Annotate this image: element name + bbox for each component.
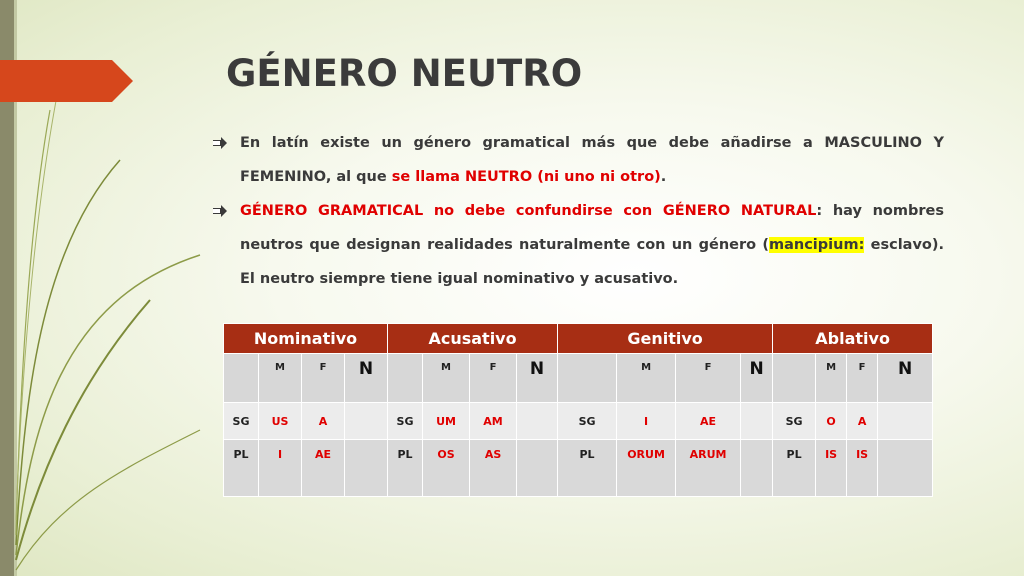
gender-m: M	[275, 362, 285, 373]
bullet-item-2	[212, 194, 944, 296]
acc-sg-f: AM	[470, 403, 517, 440]
acc-pl-f: AS	[470, 440, 517, 497]
gender-m: M	[441, 362, 451, 373]
table-cell	[773, 354, 816, 403]
row-label-sg: SG	[558, 403, 617, 440]
title-arrow-tab	[0, 60, 133, 102]
table-cell	[345, 354, 388, 403]
gender-f: F	[319, 362, 327, 373]
nom-pl-m: I	[259, 440, 302, 497]
arrow-bullet-icon	[212, 205, 228, 217]
gender-n: N	[529, 359, 545, 379]
table-cell	[423, 354, 470, 403]
table-cell	[302, 354, 345, 403]
declension-table	[223, 323, 933, 497]
bullet-list	[212, 126, 944, 296]
table-header-row	[224, 324, 933, 354]
bullet1-text-a: En latín existe un género gramatical más que debe añadirse a MASCULINO Y FEMENINO, al que	[240, 135, 944, 185]
gender-m: M	[826, 362, 837, 373]
acc-pl-n	[517, 440, 558, 497]
arrow-bullet-icon	[212, 137, 228, 149]
table-cell	[517, 354, 558, 403]
bullet2-text-red: GÉNERO GRAMATICAL no debe confundirse con GÉNERO NATURAL	[240, 203, 817, 219]
plural-row	[224, 440, 933, 497]
row-label-pl: PL	[388, 440, 423, 497]
abl-sg-m: O	[816, 403, 847, 440]
nom-pl-n	[345, 440, 388, 497]
bullet-text-2	[240, 194, 944, 296]
row-label-sg: SG	[388, 403, 423, 440]
singular-row	[224, 403, 933, 440]
gender-n: N	[358, 359, 374, 379]
table-cell	[847, 354, 878, 403]
table-cell	[470, 354, 517, 403]
table-cell	[676, 354, 741, 403]
gen-pl-n	[741, 440, 773, 497]
acc-pl-m: OS	[423, 440, 470, 497]
bullet1-text-red: se llama NEUTRO (ni uno ni otro)	[391, 169, 661, 185]
bullet1-text-b: .	[660, 169, 667, 185]
acc-sg-m: UM	[423, 403, 470, 440]
gender-f: F	[489, 362, 497, 373]
bullet2-text-b: esclavo). El neutro siempre tiene igual nominativo y acusativo.	[240, 237, 944, 287]
row-label-pl: PL	[224, 440, 259, 497]
row-label-sg: SG	[773, 403, 816, 440]
nom-sg-n	[345, 403, 388, 440]
abl-sg-f: A	[847, 403, 878, 440]
row-label-sg: SG	[224, 403, 259, 440]
header-acusativo: Acusativo	[388, 324, 558, 354]
table-cell	[878, 354, 933, 403]
nom-sg-f: A	[302, 403, 345, 440]
nom-sg-m: US	[259, 403, 302, 440]
abl-sg-n	[878, 403, 933, 440]
gender-n: N	[898, 359, 913, 379]
gender-m: M	[641, 362, 652, 373]
table-cell	[388, 354, 423, 403]
table-cell	[259, 354, 302, 403]
table-cell	[224, 354, 259, 403]
bullet-item-1	[212, 126, 944, 194]
row-label-pl: PL	[773, 440, 816, 497]
bullet2-text-highlight: mancipium:	[769, 237, 865, 253]
table-cell	[741, 354, 773, 403]
gender-f: F	[858, 362, 866, 373]
gen-sg-f: AE	[676, 403, 741, 440]
gen-pl-m: ORUM	[617, 440, 676, 497]
abl-pl-m: IS	[816, 440, 847, 497]
gen-sg-m: I	[617, 403, 676, 440]
bullet-text-1	[240, 126, 944, 194]
slide-title: GÉNERO NEUTRO	[226, 52, 583, 95]
header-genitivo: Genitivo	[558, 324, 773, 354]
nom-pl-f: AE	[302, 440, 345, 497]
gender-n: N	[749, 359, 764, 379]
abl-pl-f: IS	[847, 440, 878, 497]
row-label-pl: PL	[558, 440, 617, 497]
table-cell	[617, 354, 676, 403]
header-nominativo: Nominativo	[224, 324, 388, 354]
bullet2-text-a: : hay nombres neutros que designan realidades naturalmente con un género (	[240, 203, 944, 253]
gen-pl-f: ARUM	[676, 440, 741, 497]
table-cell	[816, 354, 847, 403]
gender-f: F	[704, 362, 712, 373]
gen-sg-n	[741, 403, 773, 440]
header-ablativo: Ablativo	[773, 324, 933, 354]
abl-pl-n	[878, 440, 933, 497]
gender-row	[224, 354, 933, 403]
table-cell	[558, 354, 617, 403]
acc-sg-n	[517, 403, 558, 440]
